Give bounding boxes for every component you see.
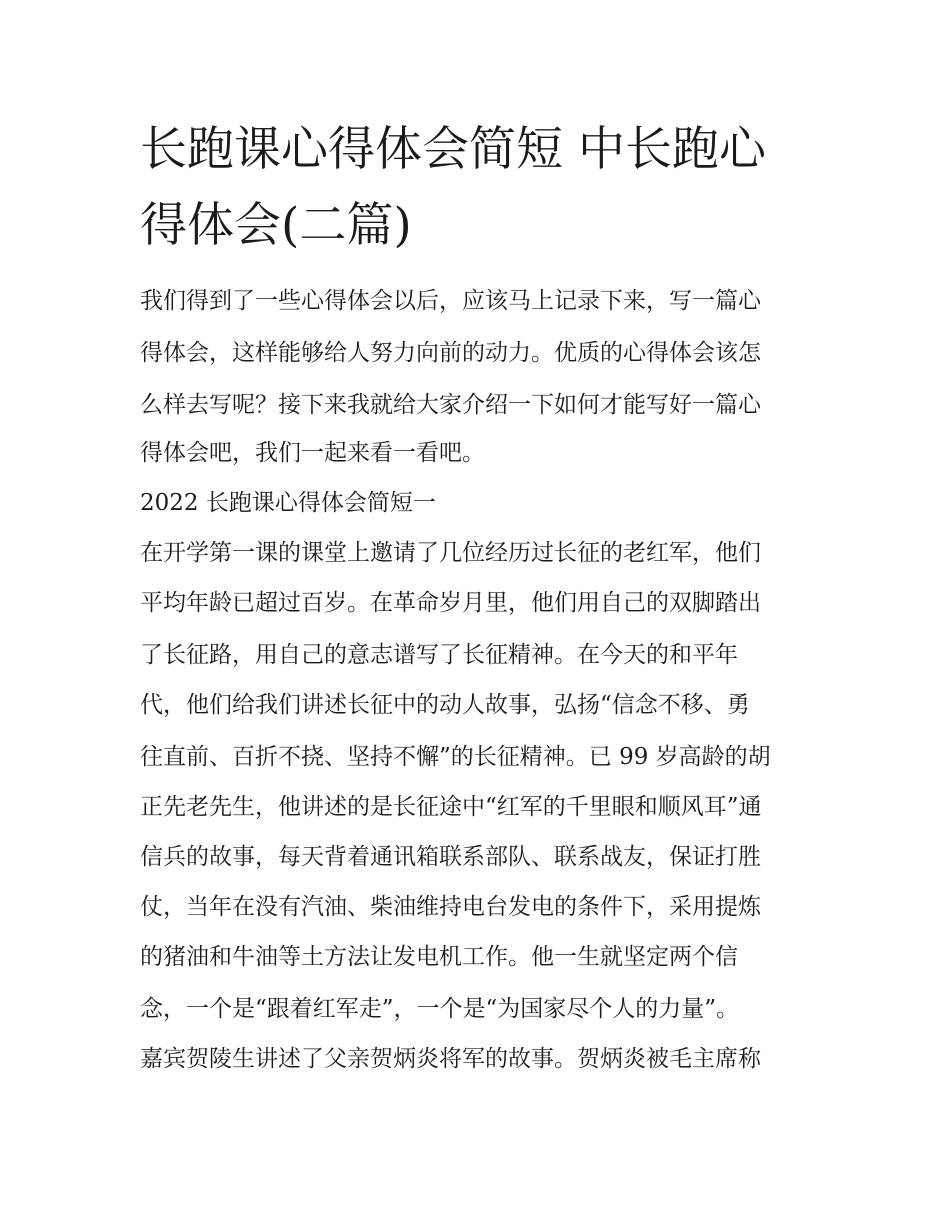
section-heading: 2022 长跑课心得体会简短一: [140, 490, 436, 516]
document-title: [140, 112, 820, 264]
body-line: 我们得到了一些心得体会以后，应该马上记录下来，写一篇心: [140, 288, 761, 314]
body-line: 往直前、百折不挠、坚持不懈”的长征精神。已 99 岁高龄的胡: [140, 744, 771, 770]
body-line: 平均年龄已超过百岁。在革命岁月里，他们用自己的双脚踏出: [140, 590, 761, 616]
title-line-2: 得体会(二篇): [140, 198, 412, 253]
title-line-1: 长跑课心得体会简短 中长跑心: [140, 122, 766, 177]
body-line: 仗，当年在没有汽油、柴油维持电台发电的条件下，采用提炼: [140, 894, 761, 920]
body-line: 代，他们给我们讲述长征中的动人故事，弘扬“信念不移、勇: [140, 692, 750, 718]
body-line: 正先老先生，他讲述的是长征途中“红军的千里眼和顺风耳”通: [140, 794, 762, 820]
body-line: 么样去写呢？接下来我就给大家介绍一下如何才能写好一篇心: [140, 392, 761, 418]
body-line: 念，一个是“跟着红军走”，一个是“为国家尽个人的力量”。: [140, 996, 740, 1022]
body-line: 了长征路，用自己的意志谱写了长征精神。在今天的和平年: [140, 642, 738, 668]
body-line: 在开学第一课的课堂上邀请了几位经历过长征的老红军，他们: [140, 540, 761, 566]
body-line: 嘉宾贺陵生讲述了父亲贺炳炎将军的故事。贺炳炎被毛主席称: [140, 1046, 761, 1072]
body-line: 信兵的故事，每天背着通讯箱联系部队、联系战友，保证打胜: [140, 844, 761, 870]
body-line: 得体会，这样能够给人努力向前的动力。优质的心得体会该怎: [140, 340, 761, 366]
body-line: 得体会吧，我们一起来看一看吧。: [140, 440, 485, 466]
body-line: 的猪油和牛油等土方法让发电机工作。他一生就坚定两个信: [140, 944, 738, 970]
